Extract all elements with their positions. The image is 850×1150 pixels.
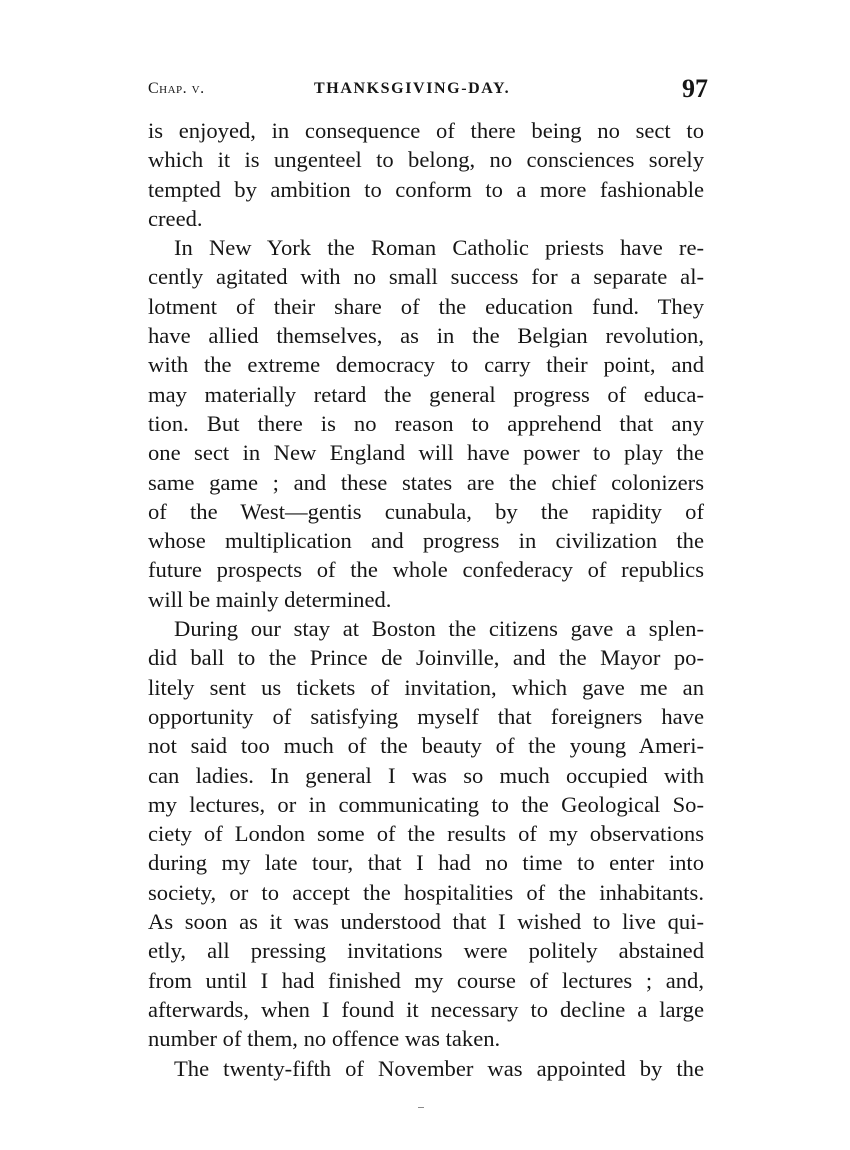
text-line: The twenty-fifth of November was appointed by the <box>174 1055 704 1081</box>
text-line: lotment of their share of the education fund. They <box>148 293 704 319</box>
text-line: my lectures, or in communicating to the Geological So- <box>148 791 704 817</box>
chapter-title: THANKSGIVING-DAY. <box>314 80 511 97</box>
text-line: with the extreme democracy to carry their point, and <box>148 352 704 378</box>
text-line: during my late tour, that I had no time to enter into <box>148 850 704 876</box>
text-line: litely sent us tickets of invitation, which gave me an <box>148 674 704 700</box>
text-line: number of them, no offence was taken. <box>148 1026 501 1052</box>
text-line: creed. <box>148 205 203 231</box>
text-line: In New York the Roman Catholic priests have re- <box>174 235 704 261</box>
text-line: tion. But there is no reason to apprehend that any <box>148 410 704 436</box>
page-footer-mark <box>418 1107 424 1108</box>
text-line: can ladies. In general I was so much occupied with <box>148 762 704 788</box>
text-line: will be mainly determined. <box>148 586 392 612</box>
paragraph-3 <box>148 614 704 1053</box>
paragraph-2 <box>148 233 704 614</box>
text-line: cently agitated with no small success for a separate al- <box>148 264 704 290</box>
paragraph-4 <box>148 1054 704 1083</box>
text-line: During our stay at Boston the citizens gave a splen- <box>174 616 704 642</box>
body-text <box>148 116 704 1083</box>
text-line: is enjoyed, in consequence of there being no sect to <box>148 118 704 143</box>
page-number: 97 <box>682 74 708 103</box>
text-line: of the West—gentis cunabula, by the rapidity of <box>148 498 704 524</box>
running-head <box>148 74 708 104</box>
text-line: one sect in New England will have power to play the <box>148 440 704 466</box>
text-line: same game ; and these states are the chief colonizers <box>148 469 704 495</box>
text-line: from until I had finished my course of lectures ; and, <box>148 967 704 993</box>
text-line: etly, all pressing invitations were politely abstained <box>148 938 704 964</box>
text-line: whose multiplication and progress in civilization the <box>148 528 704 554</box>
text-line: afterwards, when I found it necessary to decline a large <box>148 996 704 1022</box>
text-line: tempted by ambition to conform to a more fashionable <box>148 176 704 202</box>
text-line: society, or to accept the hospitalities of the inhabitants. <box>148 879 704 905</box>
text-line: future prospects of the whole confederacy of republics <box>148 557 704 583</box>
paragraph-1 <box>148 116 704 233</box>
text-line: opportunity of satisfying myself that foreigners have <box>148 703 704 729</box>
text-line: may materially retard the general progress of educa- <box>148 381 704 407</box>
chapter-label: Chap. v. <box>148 80 205 97</box>
text-line: ciety of London some of the results of my observations <box>148 821 704 847</box>
text-line: which it is ungenteel to belong, no consciences sorely <box>148 147 704 173</box>
text-line: As soon as it was understood that I wished to live qui- <box>148 909 704 935</box>
text-line: not said too much of the beauty of the young Ameri- <box>148 733 704 759</box>
text-line: did ball to the Prince de Joinville, and the Mayor po- <box>148 645 704 671</box>
text-line: have allied themselves, as in the Belgian revolution, <box>148 323 704 349</box>
